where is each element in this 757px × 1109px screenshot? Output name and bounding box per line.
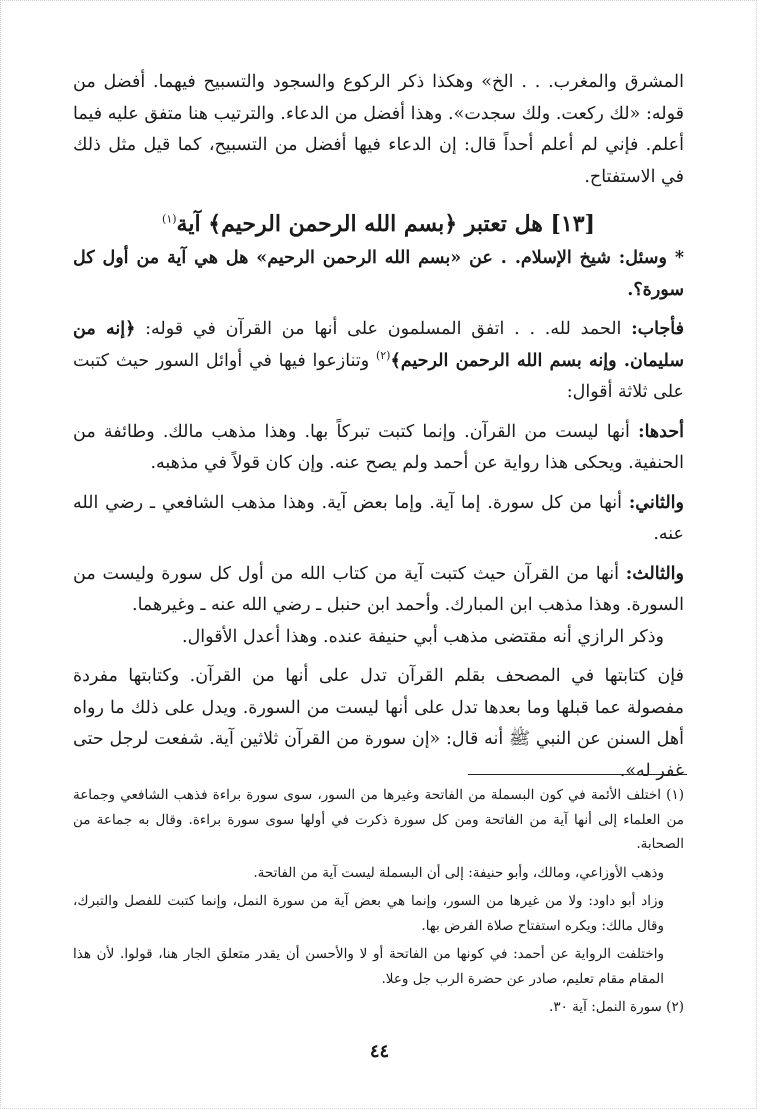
footnote-1-paragraph-3: وزاد أبو داود: ولا من غيرها من السور، وإنما هي بعض آية من سورة النمل، وإنما كتبت للفصل والتبرك، وقال مالك: ويكره استفتاح صلاة الفرض بها.: [73, 893, 664, 934]
second-opinion-label: والثاني:: [628, 492, 684, 513]
razi-paragraph: وذكر الرازي أنه مقتضى مذهب أبي حنيفة عنده. وهذا أعدل الأقوال.: [182, 626, 664, 647]
footnote-2-label: (٢): [666, 999, 684, 1015]
third-opinion-label: والثالث:: [625, 563, 684, 584]
footnote-1-paragraph-4: واختلفت الرواية عن أحمد: في كونها من الفاتحة أو لا والأحسن أن يقدر متعلق الجار هنا، قولوا. لأن هذا المقام مقام تعليم، صادر عن حضرة الرب جل وعلا.: [73, 946, 664, 987]
second-opinion-paragraph: [73, 488, 684, 551]
footnote-1-text-1: اختلف الأئمة في كون البسملة من الفاتحة وغيرها من السور، سوى سورة براءة فذهب الشافعي وجماعة من العلماء إلى أنها آية من الفاتحة ومن كل سورة ذكرت في أولها سوى سورة براءة. وقال به جماعة من الصحابة.: [73, 787, 684, 852]
answer-label: فأجاب:: [631, 319, 684, 339]
section-heading-footnote-ref[interactable]: (١): [162, 212, 177, 226]
section-heading-text: [١٣] هل تعتبر ﴿بسم الله الرحمن الرحيم﴾ آية: [176, 211, 595, 237]
section-heading: [73, 207, 684, 241]
first-opinion-label: أحدها:: [638, 421, 684, 442]
footnote-2-text: سورة النمل: آية ٣٠.: [549, 999, 662, 1015]
first-opinion-paragraph: [73, 417, 684, 480]
footnote-1-paragraph-1: [73, 783, 684, 857]
third-opinion-paragraph: [73, 559, 684, 622]
footnote-1-label: (١): [666, 787, 684, 803]
final-paragraph: فإن كتابتها في المصحف بقلم القرآن تدل على أنها من القرآن. وكتابتها مفردة مفصولة عما قبلها وما بعدها تدل على أنها ليست من السورة. ويدل على ذلك ما رواه أهل السنن عن النبي ﷺ أنه قال: «إن سورة من القرآن ثلاثين آية. شفعت لرجل حتى غفر له».: [73, 666, 684, 781]
main-text: [73, 67, 684, 787]
footnote-2-paragraph: [73, 995, 684, 1020]
footnote-divider: [468, 774, 687, 775]
footnote-1-paragraph-2: وذهب الأوزاعي، ومالك، وأبو حنيفة: إلى أن البسملة ليست آية من الفاتحة.: [253, 864, 664, 881]
second-opinion-text: أنها من كل سورة. إما آية. وإما بعض آية. وهذا مذهب الشافعي ـ رضي الله عنه.: [73, 492, 684, 544]
answer-text-2: وتنازعوا فيها في أوائل السور حيث كتبت على ثلاثة أقوال:: [73, 350, 684, 402]
first-opinion-text: أنها ليست من القرآن. وإنما كتبت تبركاً بها. وهذا مذهب مالك. وطائفة من الحنفية. ويحكى هذا رواية عن أحمد ولم يصح عنه. وإن كان قولاً في مذهبه.: [73, 421, 684, 473]
answer-paragraph: [73, 314, 684, 409]
footnotes: [73, 783, 684, 1024]
answer-quran-quote: ﴿إنه من سليمان. وإنه بسم الله الرحمن الرحيم﴾: [73, 319, 684, 371]
answer-footnote-ref[interactable]: (٢): [375, 348, 391, 362]
question-paragraph: [73, 243, 684, 306]
intro-paragraph: المشرق والمغرب. . . الخ» وهكذا ذكر الركوع والسجود والتسبيح فيهما. أفضل من قوله: «لك ركعت. ولك سجدت». وهذا أفضل من الدعاء. والترتيب هنا متفق عليه فيما أعلم. فإني لم أعلم أحداً قال: إن الدعاء فيها أفضل من التسبيح، كما قيل مثل ذلك في الاستفتاح.: [73, 72, 684, 187]
page-number: ٤٤: [369, 1041, 390, 1062]
question-text: * وسئل: شيخ الإسلام. . عن «بسم الله الرحمن الرحيم» هل هي آية من أول كل سورة؟.: [73, 248, 684, 300]
third-opinion-text: أنها من القرآن حيث كتبت آية من كتاب الله من أول كل سورة وليست من السورة. وهذا مذهب ابن المبارك. وأحمد ابن حنبل ـ رضي الله عنه ـ وغيرهما.: [73, 563, 684, 615]
answer-text-1: الحمد لله. . . اتفق المسلمون على أنها من القرآن في قوله:: [135, 319, 622, 339]
